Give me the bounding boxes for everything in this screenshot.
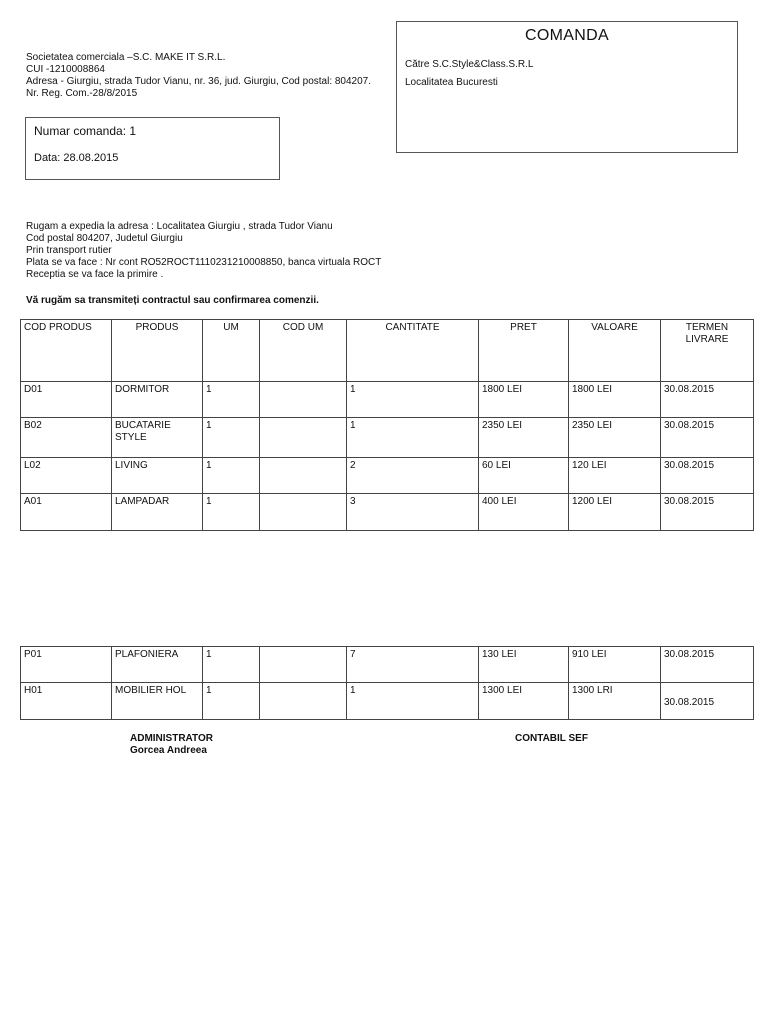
cell-um: 1: [203, 418, 260, 458]
shipping-instructions: [26, 221, 381, 281]
cell-produs: LAMPADAR: [112, 494, 203, 531]
cell-cantitate: 3: [347, 494, 479, 531]
cell-pret: 60 LEI: [479, 458, 569, 494]
cell-valoare: 1200 LEI: [569, 494, 661, 531]
admin-title: ADMINISTRATOR: [130, 733, 213, 744]
cell-produs: LIVING: [112, 458, 203, 494]
cell-cantitate: 2: [347, 458, 479, 494]
cell-termen: 30.08.2015: [661, 418, 754, 458]
cell-termen: 30.08.2015: [661, 382, 754, 418]
cell-cod-um: [260, 647, 347, 683]
order-date: Data: 28.08.2015: [34, 152, 119, 164]
cell-cantitate: 1: [347, 418, 479, 458]
cell-produs: DORMITOR: [112, 382, 203, 418]
header-cod-produs: COD PRODUS: [21, 320, 112, 382]
cell-cod-um: [260, 683, 347, 720]
instruction-line: Cod postal 804207, Judetul Giurgiu: [26, 233, 183, 244]
cell-cantitate: 7: [347, 647, 479, 683]
company-address: Adresa - Giurgiu, strada Tudor Vianu, nr. 36, jud. Giurgiu, Cod postal: 804207.: [26, 76, 372, 87]
cell-termen: 30.08.2015: [661, 683, 754, 720]
cell-produs: PLAFONIERA: [112, 647, 203, 683]
cell-cod-um: [260, 494, 347, 531]
company-info: [26, 52, 371, 100]
company-name: Societatea comerciala –S.C. MAKE IT S.R.L.: [26, 52, 226, 63]
header-um: UM: [203, 320, 260, 382]
cell-pret: 400 LEI: [479, 494, 569, 531]
cell-valoare: 120 LEI: [569, 458, 661, 494]
cell-termen: 30.08.2015: [661, 458, 754, 494]
cell-pret: 1800 LEI: [479, 382, 569, 418]
cell-pret: 130 LEI: [479, 647, 569, 683]
cell-cantitate: 1: [347, 382, 479, 418]
header-cantitate: CANTITATE: [347, 320, 479, 382]
header-termen-livrare: TERMEN LIVRARE: [661, 320, 754, 382]
order-box: [25, 117, 280, 180]
order-table-continued: [20, 646, 754, 720]
company-cui: CUI -1210008864: [26, 64, 105, 75]
cell-cod-um: [260, 382, 347, 418]
cell-um: 1: [203, 494, 260, 531]
cell-valoare: 1300 LRI: [569, 683, 661, 720]
header-valoare: VALOARE: [569, 320, 661, 382]
table-row: [21, 647, 754, 683]
admin-name: Gorcea Andreea: [130, 745, 207, 756]
header-pret: PRET: [479, 320, 569, 382]
instruction-line: Plata se va face : Nr cont RO52ROCT1110231210008850, banca virtuala ROCT: [26, 257, 382, 268]
recipient-company: Către S.C.Style&Class.S.R.L: [405, 59, 534, 70]
cell-valoare: 1800 LEI: [569, 382, 661, 418]
table-row: [21, 382, 754, 418]
cell-um: 1: [203, 683, 260, 720]
recipient-locality: Localitatea Bucuresti: [405, 77, 498, 88]
cell-cantitate: 1: [347, 683, 479, 720]
cell-um: 1: [203, 382, 260, 418]
comanda-box: [396, 21, 738, 153]
cell-pret: 1300 LEI: [479, 683, 569, 720]
instruction-line: Receptia se va face la primire .: [26, 269, 164, 280]
comanda-title: COMANDA: [525, 27, 609, 44]
cell-pret: 2350 LEI: [479, 418, 569, 458]
confirmation-request: Vă rugăm sa transmiteți contractul sau confirmarea comenzii.: [26, 295, 319, 306]
cell-cod-um: [260, 418, 347, 458]
cell-termen: 30.08.2015: [661, 647, 754, 683]
cell-cod-um: [260, 458, 347, 494]
cell-valoare: 2350 LEI: [569, 418, 661, 458]
cell-cod-produs: H01: [21, 683, 112, 720]
cell-cod-produs: B02: [21, 418, 112, 458]
signature-contabil: CONTABIL SEF: [515, 733, 588, 744]
header-produs: PRODUS: [112, 320, 203, 382]
header-cod-um: COD UM: [260, 320, 347, 382]
cell-valoare: 910 LEI: [569, 647, 661, 683]
company-reg: Nr. Reg. Com.-28/8/2015: [26, 88, 138, 99]
table-row: [21, 418, 754, 458]
table-row: [21, 494, 754, 531]
cell-produs: BUCATARIE STYLE: [112, 418, 203, 458]
cell-um: 1: [203, 647, 260, 683]
instruction-line: Rugam a expedia la adresa : Localitatea Giurgiu , strada Tudor Vianu: [26, 221, 333, 232]
instruction-line: Prin transport rutier: [26, 245, 112, 256]
cell-termen: 30.08.2015: [661, 494, 754, 531]
cell-cod-produs: L02: [21, 458, 112, 494]
order-table: [20, 319, 754, 531]
cell-cod-produs: A01: [21, 494, 112, 531]
table-row: [21, 683, 754, 720]
cell-um: 1: [203, 458, 260, 494]
order-number: Numar comanda: 1: [34, 124, 137, 138]
signature-administrator: [130, 733, 213, 757]
cell-cod-produs: D01: [21, 382, 112, 418]
cell-produs: MOBILIER HOL: [112, 683, 203, 720]
cell-cod-produs: P01: [21, 647, 112, 683]
table-header-row: [21, 320, 754, 382]
table-row: [21, 458, 754, 494]
